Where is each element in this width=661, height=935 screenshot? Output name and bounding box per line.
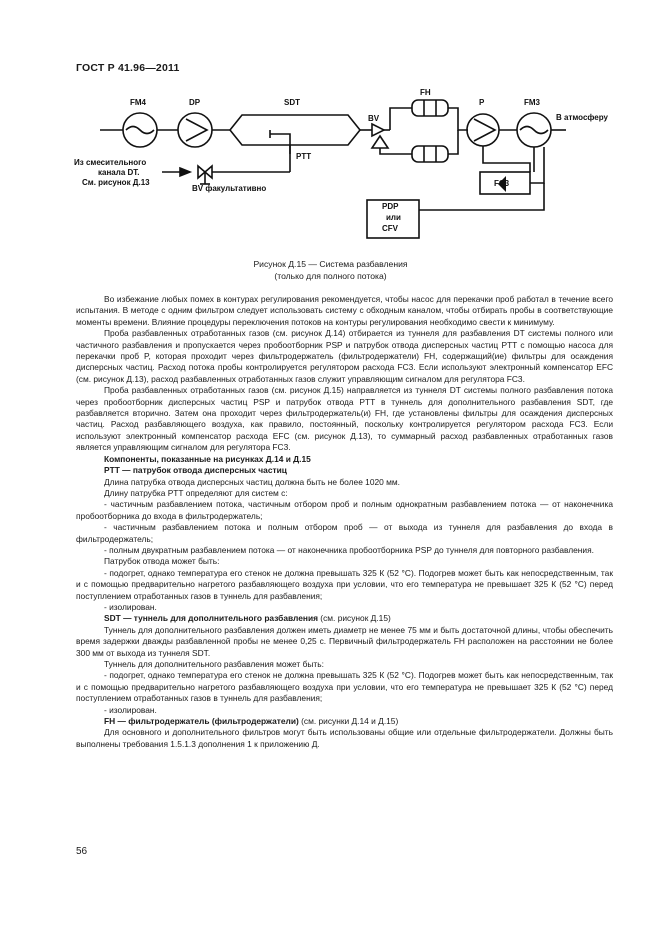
diagram-drawing [60,88,620,248]
fc3-label: FC3 [494,179,510,188]
paragraph: Туннель для дополнительного разбавления должен иметь диаметр не менее 75 мм и быть достаточной длины, чтобы обеспечить время задержки дважды разбавленной пробы не менее 0,25 с. Первичный фильтродержатель FH расположен на расстоянии не более 300 мм от выхода из туннеля SDT. [76,624,613,658]
paragraph: Длина патрубка отвода дисперсных частиц должна быть не более 1020 мм. [104,476,400,487]
caption-subtitle: (только для полного потока) [274,271,387,281]
inlet-label-line2: канала DT. [98,168,140,177]
standard-header: ГОСТ Р 41.96—2011 [76,62,180,74]
fh-label: FH [420,88,431,97]
paragraph: Длину патрубка PTT определяют для систем с: [104,487,288,498]
fh-heading-title: FH — фильтродержатель (фильтродержатели) [104,716,299,727]
paragraph: Во избежание любых помех в контурах регулирования рекомендуется, чтобы насос для перекачки проб работал в течение всего испытания. В методе с одним фильтром следует использовать систему с обходным каналом, чтобы отбирать пробы в соответствующие моменты времени. Влияние процедуры переключения потоков на контуры регулирования необходимо свести к минимуму. [76,294,613,327]
section-heading-sdt [76,613,613,624]
list-item: - частичным разбавлением потока, частичным отбором проб и полным однократным разбавлением потока — от наконечника пробоотборника до входа в фильтродержатель; [76,499,613,521]
fh-filter-holder-upper [412,100,448,116]
bv-valve [372,124,384,136]
figure-caption [0,258,661,282]
fm3-label: FM3 [524,98,540,107]
paragraph: Туннель для дополнительного разбавления может быть: [104,659,324,669]
pdp-label-line1: PDP [382,202,399,211]
caption-title: Рисунок Д.15 — Система разбавления [253,259,408,269]
section-heading-components: Компоненты, показанные на рисунках Д.14 и Д.15 [104,453,311,464]
sdt-tunnel [230,115,360,145]
paragraph: Патрубок отвода может быть: [104,556,220,567]
pdp-label-line2: или [386,213,401,222]
list-item: - полным двукратным разбавлением потока — от наконечника пробоотборника PSP до туннеля для повторного разбавления. [104,544,594,555]
p-label: P [479,98,485,107]
section-heading-fh [76,716,613,727]
list-item: - подогрет, однако температура его стенок не должна превышать 325 К (52 °С). Подогрев может быть как непосредственным, так и с помощью предварительно нагретого разбавляющего воздуха при условии, что его температура не превышает 325 К (52 °С) перед поступлением отработанных газов в туннель для разбавления; [76,670,613,704]
inlet-label-line3: См. рисунок Д.13 [82,178,150,187]
sdt-label: SDT [284,98,300,107]
list-item: - частичным разбавлением потока и полным отбором проб — от выхода из туннеля для разбавления до входа в фильтродержатель; [76,522,613,544]
list-item: - подогрет, однако температура его стенок не должна превышать 325 К (52 °С). Подогрев может быть как непосредственным, так и с помощью предварительно нагретого разбавляющего воздуха при условии, что его температура не превышает 325 К (52 °С) перед поступлением отработанных газов в туннель для разбавления; [76,567,613,601]
bv-optional-label: BV факультативно [192,184,267,193]
paragraph: Проба разбавленных отработанных газов (см. рисунок Д.14) отбирается из туннеля для разбавления DT системы полного или частичного разбавления и пропускается через пробоотборник PSP и патрубок отвода дисперсных частиц PTT с помощью насоса для перекачки проб P, которая проходит через фильтродержатель (фильтродержатели) FH, содержащий(ие) фильтры для осаждения дисперсных частиц. Расход потока пробы контролируется регулятором расхода FC3. Если используют электронный компенсатор EFC (см. рисунок Д.13), расход разбавленных отработанных газов служит управляющим сигналом для регулятора FC3. [76,328,613,384]
pdp-label-line3: CFV [382,224,398,233]
sdt-heading-title: SDT — туннель для дополнительного разбавления [104,613,318,624]
to-atmosphere-label: В атмосферу [556,113,608,122]
page-number: 56 [76,846,88,857]
fm4-label: FM4 [130,98,146,107]
ptt-label: PTT [296,152,312,161]
inlet-label-line1: Из смесительного [74,158,147,167]
bv-label: BV [368,114,380,123]
dilution-system-diagram [60,88,620,248]
paragraph: Для основного и дополнительного фильтров могут быть использованы общие или отдельные фильтродержатели. Должны быть выполнены требования 1.5.1.3 дополнения 1 к приложению Д. [76,727,613,749]
paragraph: Проба разбавленных отработанных газов (см. рисунок Д.15) направляется из туннеля DT системы полного разбавления потока через пробоотборник дисперсных частиц PSP и патрубок отвода PTT в туннель для дополнительного разбавления SDT, где разбавляется вторично. Затем она проходит через фильтродержатель(и) FH, где установлены фильтры для осаждения дисперсных частиц. Расход разбавляющего воздуха, как правило, постоянный, поскольку контролируется регулятором расхода FC3. Если используют электронный компенсатор расхода EFC (см. рисунок Д.13), то суммарный расход разбавленных отработанных газов является управляющим сигналом для регулятора FC3. [76,385,613,453]
dp-label: DP [189,98,201,107]
fh-filter-holder-lower [412,146,448,162]
document-body [76,294,613,750]
fh-heading-ref: (см. рисунки Д.14 и Д.15) [298,716,399,727]
section-heading-ptt: PTT — патрубок отвода дисперсных частиц [104,465,287,476]
list-item: - изолирован. [104,601,157,612]
list-item: - изолирован. [104,704,157,715]
sdt-heading-ref: (см. рисунок Д.15) [317,613,391,624]
